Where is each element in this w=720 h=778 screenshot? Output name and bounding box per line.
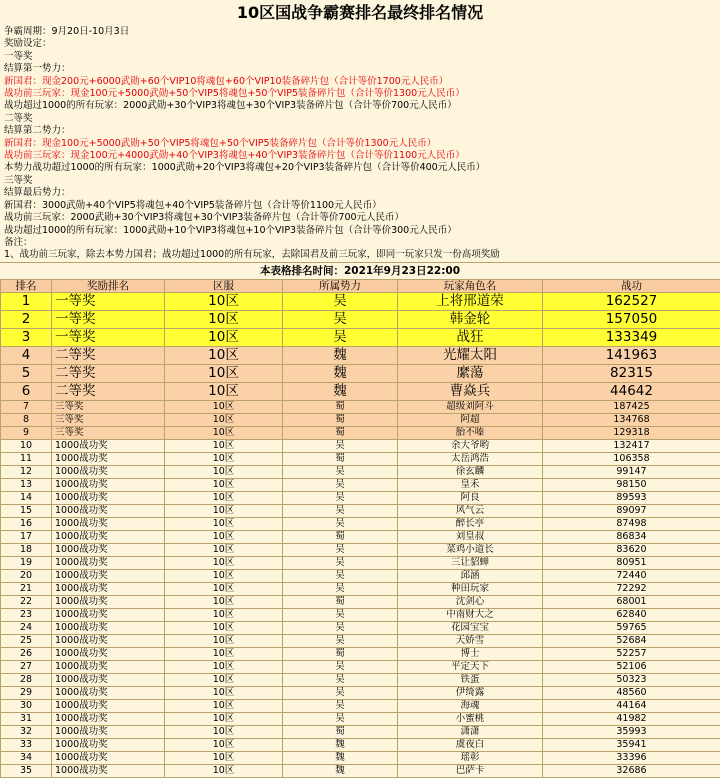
ranking-table [0,279,720,778]
faction-cell: 魏 [283,764,398,777]
rank-cell: 20 [1,569,52,582]
player-name-cell: 光耀太阳 [398,346,543,364]
reward-cell: 1000战功奖 [52,634,165,647]
merit-cell: 80951 [543,556,720,569]
faction-cell: 吴 [283,660,398,673]
table-row [1,582,720,595]
server-cell: 10区 [165,543,283,556]
table-row [1,382,720,400]
faction-cell: 吴 [283,328,398,346]
header-merit: 战功 [543,279,720,292]
table-row [1,364,720,382]
table-row [1,699,720,712]
header-server: 区服 [165,279,283,292]
rank-cell: 3 [1,328,52,346]
server-cell: 10区 [165,595,283,608]
rank-cell: 33 [1,738,52,751]
merit-cell: 134768 [543,413,720,426]
info-line: 三等奖 [4,175,720,187]
player-name-cell: 醉长亭 [398,517,543,530]
merit-cell: 187425 [543,400,720,413]
server-cell: 10区 [165,413,283,426]
merit-cell: 72440 [543,569,720,582]
server-cell: 10区 [165,608,283,621]
rank-cell: 14 [1,491,52,504]
merit-cell: 52684 [543,634,720,647]
merit-cell: 133349 [543,328,720,346]
rank-cell: 17 [1,530,52,543]
merit-cell: 162527 [543,292,720,310]
info-line: 1、战功前三玩家，除去本势力国君；战功超过1000的所有玩家，去除国君及前三玩家，即同一玩家只发一份高项奖励 [4,249,720,261]
table-row [1,517,720,530]
reward-info-block [0,26,720,262]
rank-cell: 12 [1,465,52,478]
player-name-cell: 博士 [398,647,543,660]
server-cell: 10区 [165,634,283,647]
reward-cell: 二等奖 [52,364,165,382]
faction-cell: 蜀 [283,426,398,439]
rank-cell: 16 [1,517,52,530]
player-name-cell: 虞夜白 [398,738,543,751]
rank-cell: 28 [1,673,52,686]
player-name-cell: 曹焱兵 [398,382,543,400]
reward-cell: 1000战功奖 [52,699,165,712]
faction-cell: 吴 [283,465,398,478]
server-cell: 10区 [165,478,283,491]
reward-cell: 三等奖 [52,413,165,426]
merit-cell: 83620 [543,543,720,556]
merit-cell: 132417 [543,439,720,452]
merit-cell: 59765 [543,621,720,634]
reward-cell: 1000战功奖 [52,673,165,686]
ranking-time-row: 本表格排名时间：2021年9月23日22:00 [0,262,720,279]
header-player-name: 玩家角色名 [398,279,543,292]
info-line: 战功超过1000的所有玩家：1000武勋+10个VIP3将魂包+10个VIP3装备碎片包（合计等价300元人民币） [4,225,720,237]
table-row [1,465,720,478]
player-name-cell: 菜鸡小道长 [398,543,543,556]
player-name-cell: 天娇雪 [398,634,543,647]
faction-cell: 吴 [283,686,398,699]
info-line: 争霸周期：9月20日-10月3日 [4,26,720,38]
info-line: 本势力战功超过1000的所有玩家：1000武勋+20个VIP3将魂包+20个VIP3装备碎片包（合计等价400元人民币） [4,162,720,174]
player-name-cell: 皇禾 [398,478,543,491]
faction-cell: 吴 [283,491,398,504]
merit-cell: 89097 [543,504,720,517]
info-line: 结算第一势力： [4,63,720,75]
table-body [1,292,720,777]
table-row [1,673,720,686]
rank-cell: 4 [1,346,52,364]
merit-cell: 98150 [543,478,720,491]
table-row [1,725,720,738]
table-row [1,569,720,582]
table-row [1,543,720,556]
server-cell: 10区 [165,292,283,310]
player-name-cell: 徐玄麟 [398,465,543,478]
reward-cell: 1000战功奖 [52,764,165,777]
info-line: 新国君：现金100元+5000武勋+50个VIP5将魂包+50个VIP5装备碎片包（合计等价1300元人民币） [4,138,720,150]
rank-cell: 27 [1,660,52,673]
rank-cell: 30 [1,699,52,712]
rank-cell: 7 [1,400,52,413]
faction-cell: 吴 [283,439,398,452]
info-line: 战功前三玩家：现金100元+4000武勋+40个VIP3将魂包+40个VIP3装备碎片包（合计等价1100元人民币） [4,150,720,162]
faction-cell: 吴 [283,712,398,725]
rank-cell: 6 [1,382,52,400]
faction-cell: 吴 [283,504,398,517]
table-row [1,595,720,608]
reward-cell: 1000战功奖 [52,504,165,517]
table-row [1,346,720,364]
table-row [1,478,720,491]
rank-cell: 24 [1,621,52,634]
faction-cell: 魏 [283,738,398,751]
info-line: 奖励设定： [4,38,720,50]
rank-cell: 1 [1,292,52,310]
table-row [1,292,720,310]
player-name-cell: 中南财大之 [398,608,543,621]
server-cell: 10区 [165,439,283,452]
reward-cell: 二等奖 [52,382,165,400]
player-name-cell: 潇潇 [398,725,543,738]
player-name-cell: 胎不嗪 [398,426,543,439]
merit-cell: 89593 [543,491,720,504]
table-row [1,491,720,504]
player-name-cell: 战狂 [398,328,543,346]
reward-cell: 1000战功奖 [52,738,165,751]
merit-cell: 106358 [543,452,720,465]
rank-cell: 9 [1,426,52,439]
reward-cell: 1000战功奖 [52,660,165,673]
server-cell: 10区 [165,465,283,478]
merit-cell: 35993 [543,725,720,738]
reward-cell: 1000战功奖 [52,439,165,452]
info-line: 结算最后势力： [4,187,720,199]
header-reward-rank: 奖励排名 [52,279,165,292]
table-row [1,328,720,346]
table-row [1,556,720,569]
player-name-cell: 海魂 [398,699,543,712]
faction-cell: 蜀 [283,530,398,543]
rank-cell: 5 [1,364,52,382]
reward-cell: 1000战功奖 [52,751,165,764]
rank-cell: 22 [1,595,52,608]
reward-cell: 1000战功奖 [52,530,165,543]
info-line: 新国君：现金200元+6000武勋+60个VIP10将魂包+60个VIP10装备碎片包（合计等价1700元人民币） [4,76,720,88]
rank-cell: 35 [1,764,52,777]
faction-cell: 吴 [283,556,398,569]
info-line: 战功前三玩家：现金100元+5000武勋+50个VIP5将魂包+50个VIP5装备碎片包（合计等价1300元人民币） [4,88,720,100]
server-cell: 10区 [165,699,283,712]
reward-cell: 1000战功奖 [52,647,165,660]
info-line: 新国君：3000武勋+40个VIP5将魂包+40个VIP5装备碎片包（合计等价1100元人民币） [4,200,720,212]
server-cell: 10区 [165,328,283,346]
table-row [1,621,720,634]
info-line: 结算第二势力： [4,125,720,137]
server-cell: 10区 [165,569,283,582]
faction-cell: 蜀 [283,400,398,413]
server-cell: 10区 [165,556,283,569]
player-name-cell: 太岳鸿浩 [398,452,543,465]
merit-cell: 33396 [543,751,720,764]
faction-cell: 魏 [283,346,398,364]
rank-cell: 11 [1,452,52,465]
table-row [1,751,720,764]
merit-cell: 68001 [543,595,720,608]
reward-cell: 1000战功奖 [52,608,165,621]
reward-cell: 1000战功奖 [52,478,165,491]
table-row [1,530,720,543]
reward-cell: 1000战功奖 [52,569,165,582]
merit-cell: 87498 [543,517,720,530]
faction-cell: 蜀 [283,595,398,608]
server-cell: 10区 [165,517,283,530]
player-name-cell: 瑶彰 [398,751,543,764]
table-row [1,647,720,660]
table-row [1,439,720,452]
server-cell: 10区 [165,738,283,751]
table-row [1,764,720,777]
player-name-cell: 种田玩家 [398,582,543,595]
table-row [1,452,720,465]
table-row [1,660,720,673]
server-cell: 10区 [165,582,283,595]
server-cell: 10区 [165,647,283,660]
table-row [1,738,720,751]
rank-cell: 15 [1,504,52,517]
merit-cell: 52106 [543,660,720,673]
player-name-cell: 花园宝宝 [398,621,543,634]
server-cell: 10区 [165,426,283,439]
player-name-cell: 小蜜桃 [398,712,543,725]
merit-cell: 41982 [543,712,720,725]
server-cell: 10区 [165,452,283,465]
player-name-cell: 邱涵 [398,569,543,582]
player-name-cell: 伊绮露 [398,686,543,699]
faction-cell: 蜀 [283,413,398,426]
server-cell: 10区 [165,346,283,364]
player-name-cell: 铁蛋 [398,673,543,686]
table-row [1,426,720,439]
faction-cell: 吴 [283,569,398,582]
rank-cell: 25 [1,634,52,647]
merit-cell: 35941 [543,738,720,751]
player-name-cell: 平定天下 [398,660,543,673]
player-name-cell: 三让貂蝉 [398,556,543,569]
reward-cell: 1000战功奖 [52,491,165,504]
faction-cell: 蜀 [283,725,398,738]
server-cell: 10区 [165,364,283,382]
rank-cell: 31 [1,712,52,725]
rank-cell: 10 [1,439,52,452]
player-name-cell: 沈剑心 [398,595,543,608]
merit-cell: 72292 [543,582,720,595]
server-cell: 10区 [165,310,283,328]
server-cell: 10区 [165,751,283,764]
reward-cell: 1000战功奖 [52,725,165,738]
server-cell: 10区 [165,530,283,543]
server-cell: 10区 [165,764,283,777]
reward-cell: 1000战功奖 [52,686,165,699]
merit-cell: 82315 [543,364,720,382]
faction-cell: 吴 [283,634,398,647]
table-row [1,712,720,725]
player-name-cell: 縻蕩 [398,364,543,382]
server-cell: 10区 [165,382,283,400]
header-rank: 排名 [1,279,52,292]
info-line: 二等奖 [4,113,720,125]
faction-cell: 魏 [283,382,398,400]
server-cell: 10区 [165,712,283,725]
reward-cell: 1000战功奖 [52,452,165,465]
rank-cell: 34 [1,751,52,764]
rank-cell: 8 [1,413,52,426]
reward-cell: 三等奖 [52,426,165,439]
merit-cell: 32686 [543,764,720,777]
table-row [1,310,720,328]
reward-cell: 1000战功奖 [52,595,165,608]
player-name-cell: 阿良 [398,491,543,504]
reward-cell: 二等奖 [52,346,165,364]
faction-cell: 蜀 [283,452,398,465]
reward-cell: 一等奖 [52,292,165,310]
player-name-cell: 阿超 [398,413,543,426]
rank-cell: 19 [1,556,52,569]
rank-cell: 13 [1,478,52,491]
table-row [1,686,720,699]
header-faction: 所属势力 [283,279,398,292]
rank-cell: 23 [1,608,52,621]
server-cell: 10区 [165,725,283,738]
faction-cell: 吴 [283,608,398,621]
rank-cell: 21 [1,582,52,595]
reward-cell: 1000战功奖 [52,621,165,634]
info-line: 战功前三玩家：2000武勋+30个VIP3将魂包+30个VIP3装备碎片包（合计等价700元人民币） [4,212,720,224]
server-cell: 10区 [165,686,283,699]
info-line: 一等奖 [4,51,720,63]
merit-cell: 52257 [543,647,720,660]
merit-cell: 44642 [543,382,720,400]
faction-cell: 吴 [283,478,398,491]
merit-cell: 141963 [543,346,720,364]
rank-cell: 29 [1,686,52,699]
merit-cell: 157050 [543,310,720,328]
server-cell: 10区 [165,491,283,504]
faction-cell: 吴 [283,543,398,556]
reward-cell: 1000战功奖 [52,465,165,478]
table-row [1,504,720,517]
merit-cell: 48560 [543,686,720,699]
faction-cell: 吴 [283,517,398,530]
server-cell: 10区 [165,504,283,517]
player-name-cell: 风气云 [398,504,543,517]
player-name-cell: 上将邢道荣 [398,292,543,310]
server-cell: 10区 [165,400,283,413]
reward-cell: 一等奖 [52,310,165,328]
reward-cell: 1000战功奖 [52,543,165,556]
table-row [1,608,720,621]
faction-cell: 吴 [283,292,398,310]
faction-cell: 吴 [283,699,398,712]
page-title: 10区国战争霸赛排名最终排名情况 [0,0,720,26]
table-row [1,634,720,647]
faction-cell: 吴 [283,310,398,328]
merit-cell: 99147 [543,465,720,478]
reward-cell: 三等奖 [52,400,165,413]
faction-cell: 吴 [283,582,398,595]
rank-cell: 26 [1,647,52,660]
server-cell: 10区 [165,660,283,673]
table-header-row [1,279,720,292]
merit-cell: 62840 [543,608,720,621]
faction-cell: 吴 [283,673,398,686]
info-line: 战功超过1000的所有玩家：2000武勋+30个VIP3将魂包+30个VIP3装备碎片包（合计等价700元人民币） [4,100,720,112]
reward-cell: 1000战功奖 [52,712,165,725]
reward-cell: 一等奖 [52,328,165,346]
player-name-cell: 余大爷哟 [398,439,543,452]
faction-cell: 魏 [283,751,398,764]
player-name-cell: 巴萨卡 [398,764,543,777]
rank-cell: 2 [1,310,52,328]
server-cell: 10区 [165,673,283,686]
server-cell: 10区 [165,621,283,634]
table-row [1,400,720,413]
player-name-cell: 韩金轮 [398,310,543,328]
merit-cell: 86834 [543,530,720,543]
player-name-cell: 刘皇叔 [398,530,543,543]
faction-cell: 蜀 [283,647,398,660]
player-name-cell: 超级刘阿斗 [398,400,543,413]
merit-cell: 129318 [543,426,720,439]
reward-cell: 1000战功奖 [52,556,165,569]
table-row [1,413,720,426]
merit-cell: 50323 [543,673,720,686]
faction-cell: 吴 [283,621,398,634]
info-line: 备注： [4,237,720,249]
reward-cell: 1000战功奖 [52,517,165,530]
merit-cell: 44164 [543,699,720,712]
reward-cell: 1000战功奖 [52,582,165,595]
rank-cell: 18 [1,543,52,556]
faction-cell: 魏 [283,364,398,382]
rank-cell: 32 [1,725,52,738]
